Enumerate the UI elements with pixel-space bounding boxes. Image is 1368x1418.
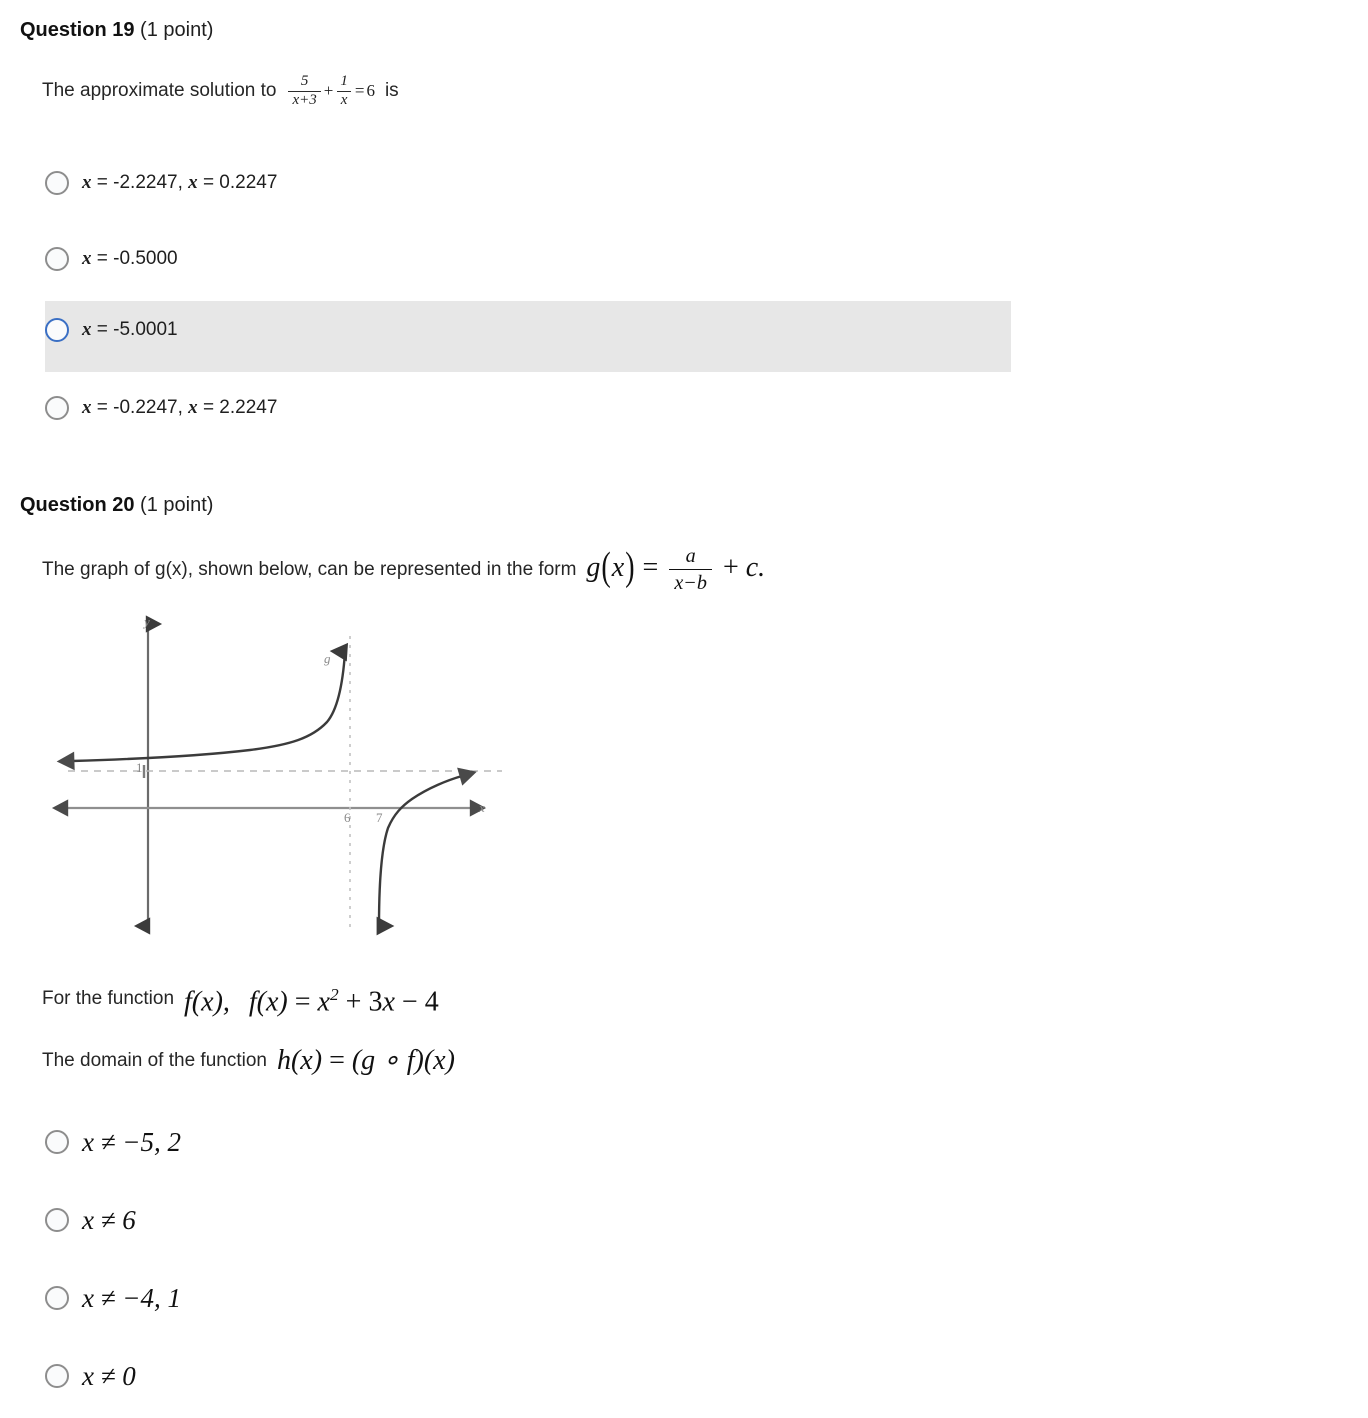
fraction-numerator: 1 xyxy=(340,73,348,89)
function-f-prefix: For the function xyxy=(42,987,175,1009)
option-label xyxy=(82,248,178,270)
question-20-number: Question 20 xyxy=(20,494,135,516)
radio-button[interactable] xyxy=(45,171,69,195)
variable-x: x xyxy=(82,319,92,340)
question-20-points: (1 point) xyxy=(140,494,214,516)
function-f-definition xyxy=(42,982,439,1018)
fraction-5-over-x-plus-3 xyxy=(288,74,320,109)
radio-button[interactable] xyxy=(45,318,69,342)
option-label: x ≠ 6 xyxy=(82,1204,136,1235)
variable-x: x xyxy=(82,397,92,418)
radio-button[interactable] xyxy=(45,247,69,271)
radio-button[interactable] xyxy=(45,1364,69,1388)
equals-sign: = xyxy=(329,1045,345,1076)
curve-right-branch xyxy=(379,776,462,926)
f-of-x-first: f(x), xyxy=(184,986,230,1018)
fraction-denominator: x−b xyxy=(669,569,712,594)
option-label xyxy=(82,319,178,341)
equals-sign: = xyxy=(294,986,311,1018)
question-20-option-1[interactable] xyxy=(45,1122,1005,1162)
question-19-number: Question 19 xyxy=(20,19,135,41)
radio-button[interactable] xyxy=(45,396,69,420)
variable-x: x xyxy=(188,172,198,193)
question-19-header xyxy=(20,18,213,42)
option-value-2: = 2.2247 xyxy=(202,397,278,418)
x-tick-label-6: 6 xyxy=(344,810,351,825)
h-of-x: h(x) xyxy=(276,1045,323,1076)
fraction-1-over-x xyxy=(336,74,352,109)
function-f-math xyxy=(184,982,439,1018)
question-19-option-1[interactable] xyxy=(45,166,1005,200)
function-h-prefix: The domain of the function xyxy=(42,1050,267,1071)
question-20-prompt-text: The graph of g(x), shown below, can be represented in the form xyxy=(42,558,577,580)
variable-x: x xyxy=(188,397,198,418)
equals-operator: = xyxy=(354,80,365,100)
question-20-header xyxy=(20,493,213,517)
exponent-2: 2 xyxy=(329,985,339,1004)
fraction-a-over-x-minus-b xyxy=(669,545,712,594)
graph-of-g xyxy=(50,600,520,950)
composition-g-of-f: (g ∘ f)(x) xyxy=(351,1045,455,1076)
function-h-domain-line xyxy=(42,1045,455,1076)
radio-button[interactable] xyxy=(45,1130,69,1154)
equals-sign: = xyxy=(642,552,659,584)
option-value-2: = 0.2247 xyxy=(202,172,278,193)
constant-c: c. xyxy=(745,552,766,584)
plus-sign: + xyxy=(722,552,739,584)
equation-rhs: 6 xyxy=(366,80,375,100)
variable-x: x xyxy=(317,986,330,1018)
f-of-x-second: f(x) xyxy=(248,986,288,1018)
curve-left-branch xyxy=(72,652,345,761)
question-19-prompt-prefix: The approximate solution to xyxy=(42,80,277,102)
close-paren: ) xyxy=(625,544,635,590)
question-20-option-3[interactable] xyxy=(45,1278,1005,1318)
question-19-points: (1 point) xyxy=(140,19,214,41)
question-20-form-equation xyxy=(586,545,765,594)
y-tick-label-1: 1 xyxy=(136,760,143,775)
radio-button[interactable] xyxy=(45,1208,69,1232)
open-paren: ( xyxy=(601,544,611,590)
option-value-1: = -0.5000 xyxy=(96,248,178,269)
variable-x: x xyxy=(82,172,92,193)
question-19-option-2[interactable] xyxy=(45,242,1005,276)
curve-label-g: g xyxy=(324,651,331,666)
question-20-option-2[interactable] xyxy=(45,1200,1005,1240)
variable-x: x xyxy=(82,248,92,269)
question-20-option-4[interactable] xyxy=(45,1356,1005,1396)
option-label xyxy=(82,172,277,194)
x-axis-label: x xyxy=(479,800,485,815)
option-value-1: = -2.2247, xyxy=(96,172,183,193)
radio-button[interactable] xyxy=(45,1286,69,1310)
option-label xyxy=(82,397,277,419)
question-19-option-4[interactable] xyxy=(45,391,1005,425)
plus-operator: + xyxy=(323,80,334,100)
fraction-numerator: a xyxy=(685,545,696,567)
plus-three: + 3 xyxy=(345,986,383,1018)
option-label: x ≠ 0 xyxy=(82,1360,136,1391)
question-19-equation xyxy=(286,74,375,109)
option-label: x ≠ −4, 1 xyxy=(82,1282,182,1313)
minus-four: − 4 xyxy=(401,986,439,1018)
question-19-option-3[interactable] xyxy=(45,301,1011,372)
question-19-prompt-suffix: is xyxy=(384,80,399,102)
x-tick-label-7: 7 xyxy=(376,810,383,825)
y-axis-label: y xyxy=(144,614,150,629)
variable-x: x xyxy=(611,552,625,584)
question-19-prompt xyxy=(42,74,399,109)
option-value-1: = -5.0001 xyxy=(96,319,178,340)
option-value-1: = -0.2247, xyxy=(96,397,183,418)
function-h-math xyxy=(276,1045,455,1076)
question-20-prompt xyxy=(42,545,765,594)
variable-x: x xyxy=(382,986,395,1018)
fraction-numerator: 5 xyxy=(300,73,309,89)
option-label: x ≠ −5, 2 xyxy=(82,1126,182,1157)
fraction-denominator: x+3 xyxy=(288,91,320,109)
fraction-denominator: x xyxy=(337,91,352,109)
function-g: g xyxy=(586,552,601,584)
